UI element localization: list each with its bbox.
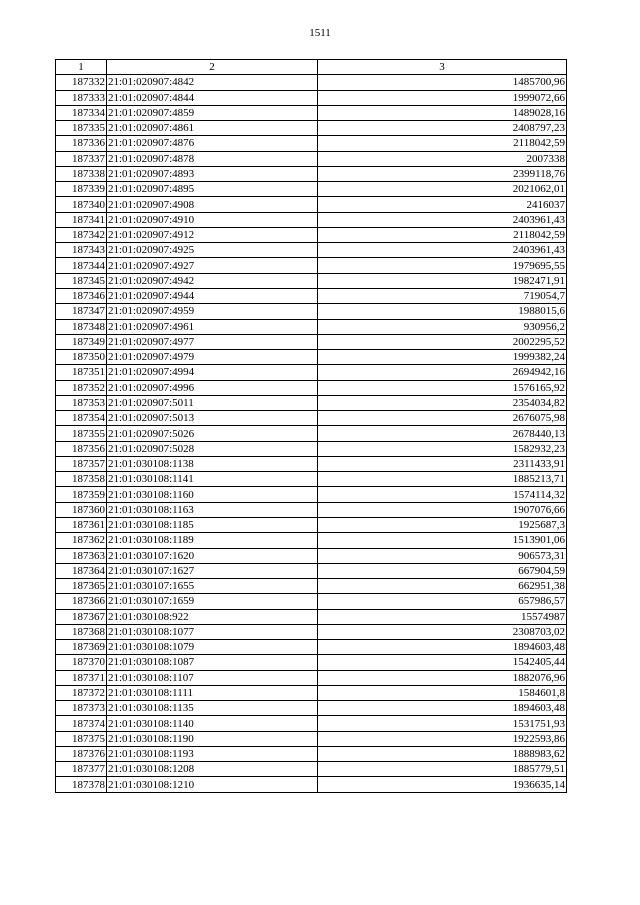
column-header-3: 3 [318, 60, 567, 75]
cadastral-number-cell: 21:01:020907:5013 [107, 411, 318, 426]
value-cell: 1513901,06 [318, 533, 567, 548]
cadastral-number-cell: 21:01:030108:1135 [107, 701, 318, 716]
value-cell: 1894603,48 [318, 701, 567, 716]
row-number-cell: 187344 [56, 258, 107, 273]
cadastral-number-cell: 21:01:030108:1140 [107, 716, 318, 731]
row-number-cell: 187377 [56, 762, 107, 777]
cadastral-number-cell: 21:01:020907:4895 [107, 182, 318, 197]
cadastral-number-cell: 21:01:030108:1107 [107, 670, 318, 685]
cadastral-number-cell: 21:01:030107:1627 [107, 563, 318, 578]
row-number-cell: 187368 [56, 624, 107, 639]
table-header [56, 60, 567, 75]
value-cell: 1885779,51 [318, 762, 567, 777]
table-row [56, 746, 567, 761]
cadastral-number-cell: 21:01:020907:4842 [107, 75, 318, 90]
row-number-cell: 187354 [56, 411, 107, 426]
value-cell: 2678440,13 [318, 426, 567, 441]
row-number-cell: 187352 [56, 380, 107, 395]
table-row [56, 243, 567, 258]
value-cell: 1582932,23 [318, 441, 567, 456]
row-number-cell: 187367 [56, 609, 107, 624]
cadastral-number-cell: 21:01:020907:4910 [107, 212, 318, 227]
cadastral-number-cell: 21:01:020907:4893 [107, 166, 318, 181]
row-number-cell: 187360 [56, 502, 107, 517]
table-row [56, 151, 567, 166]
value-cell: 1936635,14 [318, 777, 567, 792]
value-cell: 1574114,32 [318, 487, 567, 502]
table-row [56, 304, 567, 319]
cadastral-number-cell: 21:01:030108:1079 [107, 640, 318, 655]
row-number-cell: 187339 [56, 182, 107, 197]
table-row [56, 136, 567, 151]
value-cell: 1999072,66 [318, 90, 567, 105]
cadastral-number-cell: 21:01:020907:4925 [107, 243, 318, 258]
table-row [56, 288, 567, 303]
row-number-cell: 187376 [56, 746, 107, 761]
row-number-cell: 187365 [56, 579, 107, 594]
cadastral-number-cell: 21:01:030108:1141 [107, 472, 318, 487]
value-cell: 1988015,6 [318, 304, 567, 319]
row-number-cell: 187345 [56, 273, 107, 288]
row-number-cell: 187343 [56, 243, 107, 258]
value-cell: 1894603,48 [318, 640, 567, 655]
table-row [56, 121, 567, 136]
table-row [56, 197, 567, 212]
value-cell: 1888983,62 [318, 746, 567, 761]
row-number-cell: 187357 [56, 456, 107, 471]
value-cell: 1489028,16 [318, 105, 567, 120]
cadastral-number-cell: 21:01:030108:1208 [107, 762, 318, 777]
table-row [56, 716, 567, 731]
row-number-cell: 187353 [56, 395, 107, 410]
row-number-cell: 187340 [56, 197, 107, 212]
value-cell: 1542405,44 [318, 655, 567, 670]
value-cell: 1485700,96 [318, 75, 567, 90]
cadastral-number-cell: 21:01:020907:4912 [107, 227, 318, 242]
row-number-cell: 187346 [56, 288, 107, 303]
cadastral-number-cell: 21:01:030108:1210 [107, 777, 318, 792]
value-cell: 2118042,59 [318, 227, 567, 242]
table-row [56, 487, 567, 502]
cadastral-number-cell: 21:01:020907:4942 [107, 273, 318, 288]
cadastral-number-cell: 21:01:030108:1163 [107, 502, 318, 517]
cadastral-number-cell: 21:01:020907:4844 [107, 90, 318, 105]
value-cell: 2021062,01 [318, 182, 567, 197]
cadastral-number-cell: 21:01:020907:4994 [107, 365, 318, 380]
row-number-cell: 187363 [56, 548, 107, 563]
registry-table [55, 59, 567, 793]
table-row [56, 319, 567, 334]
row-number-cell: 187341 [56, 212, 107, 227]
table-row [56, 579, 567, 594]
table-row [56, 533, 567, 548]
cadastral-number-cell: 21:01:020907:4996 [107, 380, 318, 395]
row-number-cell: 187355 [56, 426, 107, 441]
row-number-cell: 187334 [56, 105, 107, 120]
cadastral-number-cell: 21:01:030107:1620 [107, 548, 318, 563]
value-cell: 2354034,82 [318, 395, 567, 410]
cadastral-number-cell: 21:01:030108:1077 [107, 624, 318, 639]
value-cell: 1584601,8 [318, 685, 567, 700]
value-cell: 1531751,93 [318, 716, 567, 731]
value-cell: 662951,38 [318, 579, 567, 594]
cadastral-number-cell: 21:01:020907:4961 [107, 319, 318, 334]
table-row [56, 75, 567, 90]
row-number-cell: 187350 [56, 350, 107, 365]
row-number-cell: 187369 [56, 640, 107, 655]
value-cell: 2118042,59 [318, 136, 567, 151]
table-row [56, 411, 567, 426]
table-row [56, 380, 567, 395]
row-number-cell: 187362 [56, 533, 107, 548]
row-number-cell: 187332 [56, 75, 107, 90]
value-cell: 1925687,3 [318, 517, 567, 532]
cadastral-number-cell: 21:01:030108:1087 [107, 655, 318, 670]
cadastral-number-cell: 21:01:030108:1185 [107, 517, 318, 532]
table-row [56, 624, 567, 639]
cadastral-number-cell: 21:01:030108:1193 [107, 746, 318, 761]
row-number-cell: 187335 [56, 121, 107, 136]
value-cell: 2403961,43 [318, 243, 567, 258]
table-row [56, 258, 567, 273]
table-row [56, 548, 567, 563]
cadastral-number-cell: 21:01:020907:4859 [107, 105, 318, 120]
cadastral-number-cell: 21:01:020907:4908 [107, 197, 318, 212]
value-cell: 2694942,16 [318, 365, 567, 380]
table-row [56, 426, 567, 441]
cadastral-number-cell: 21:01:030107:1655 [107, 579, 318, 594]
table-row [56, 105, 567, 120]
value-cell: 906573,31 [318, 548, 567, 563]
row-number-cell: 187348 [56, 319, 107, 334]
value-cell: 2408797,23 [318, 121, 567, 136]
row-number-cell: 187370 [56, 655, 107, 670]
table-row [56, 777, 567, 792]
value-cell: 1979695,55 [318, 258, 567, 273]
cadastral-number-cell: 21:01:030108:1160 [107, 487, 318, 502]
cadastral-number-cell: 21:01:020907:5026 [107, 426, 318, 441]
cadastral-number-cell: 21:01:020907:5028 [107, 441, 318, 456]
cadastral-number-cell: 21:01:020907:4878 [107, 151, 318, 166]
table-row [56, 212, 567, 227]
row-number-cell: 187349 [56, 334, 107, 349]
cadastral-number-cell: 21:01:020907:4876 [107, 136, 318, 151]
page-number: 1511 [309, 27, 331, 39]
cadastral-number-cell: 21:01:030108:1190 [107, 731, 318, 746]
row-number-cell: 187333 [56, 90, 107, 105]
row-number-cell: 187358 [56, 472, 107, 487]
table-row [56, 563, 567, 578]
value-cell: 930956,2 [318, 319, 567, 334]
cadastral-number-cell: 21:01:030108:922 [107, 609, 318, 624]
value-cell: 2311433,91 [318, 456, 567, 471]
value-cell: 1922593,86 [318, 731, 567, 746]
cadastral-number-cell: 21:01:030108:1189 [107, 533, 318, 548]
value-cell: 667904,59 [318, 563, 567, 578]
row-number-cell: 187337 [56, 151, 107, 166]
row-number-cell: 187366 [56, 594, 107, 609]
table-row [56, 594, 567, 609]
table-row [56, 227, 567, 242]
table-row [56, 502, 567, 517]
row-number-cell: 187342 [56, 227, 107, 242]
row-number-cell: 187338 [56, 166, 107, 181]
value-cell: 1576165,92 [318, 380, 567, 395]
row-number-cell: 187374 [56, 716, 107, 731]
value-cell: 2403961,43 [318, 212, 567, 227]
table-row [56, 472, 567, 487]
row-number-cell: 187347 [56, 304, 107, 319]
value-cell: 2416037 [318, 197, 567, 212]
table-row [56, 685, 567, 700]
table-row [56, 731, 567, 746]
cadastral-number-cell: 21:01:020907:4927 [107, 258, 318, 273]
table-row [56, 166, 567, 181]
table-row [56, 517, 567, 532]
table-row [56, 701, 567, 716]
value-cell: 657986,57 [318, 594, 567, 609]
row-number-cell: 187361 [56, 517, 107, 532]
cadastral-number-cell: 21:01:020907:4861 [107, 121, 318, 136]
column-header-2: 2 [107, 60, 318, 75]
value-cell: 2002295,52 [318, 334, 567, 349]
row-number-cell: 187364 [56, 563, 107, 578]
table-row [56, 670, 567, 685]
row-number-cell: 187375 [56, 731, 107, 746]
cadastral-number-cell: 21:01:030108:1138 [107, 456, 318, 471]
value-cell: 2676075,98 [318, 411, 567, 426]
row-number-cell: 187371 [56, 670, 107, 685]
table-row [56, 609, 567, 624]
table-row [56, 334, 567, 349]
cadastral-number-cell: 21:01:020907:4959 [107, 304, 318, 319]
table-row [56, 365, 567, 380]
value-cell: 15574987 [318, 609, 567, 624]
row-number-cell: 187372 [56, 685, 107, 700]
cadastral-number-cell: 21:01:030108:1111 [107, 685, 318, 700]
header-row [56, 60, 567, 75]
value-cell: 1885213,71 [318, 472, 567, 487]
cadastral-number-cell: 21:01:020907:5011 [107, 395, 318, 410]
row-number-cell: 187378 [56, 777, 107, 792]
table-row [56, 441, 567, 456]
value-cell: 1999382,24 [318, 350, 567, 365]
table-row [56, 273, 567, 288]
value-cell: 2007338 [318, 151, 567, 166]
value-cell: 1907076,66 [318, 502, 567, 517]
value-cell: 2308703,02 [318, 624, 567, 639]
column-header-1: 1 [56, 60, 107, 75]
row-number-cell: 187359 [56, 487, 107, 502]
table-row [56, 456, 567, 471]
table-row [56, 90, 567, 105]
table-row [56, 762, 567, 777]
row-number-cell: 187356 [56, 441, 107, 456]
table-row [56, 640, 567, 655]
row-number-cell: 187336 [56, 136, 107, 151]
row-number-cell: 187351 [56, 365, 107, 380]
value-cell: 1882076,96 [318, 670, 567, 685]
table-row [56, 395, 567, 410]
table-row [56, 182, 567, 197]
cadastral-number-cell: 21:01:020907:4977 [107, 334, 318, 349]
cadastral-number-cell: 21:01:020907:4944 [107, 288, 318, 303]
value-cell: 2399118,76 [318, 166, 567, 181]
value-cell: 719054,7 [318, 288, 567, 303]
cadastral-number-cell: 21:01:020907:4979 [107, 350, 318, 365]
cadastral-number-cell: 21:01:030107:1659 [107, 594, 318, 609]
table-body [56, 75, 567, 792]
table-row [56, 350, 567, 365]
value-cell: 1982471,91 [318, 273, 567, 288]
row-number-cell: 187373 [56, 701, 107, 716]
table-row [56, 655, 567, 670]
